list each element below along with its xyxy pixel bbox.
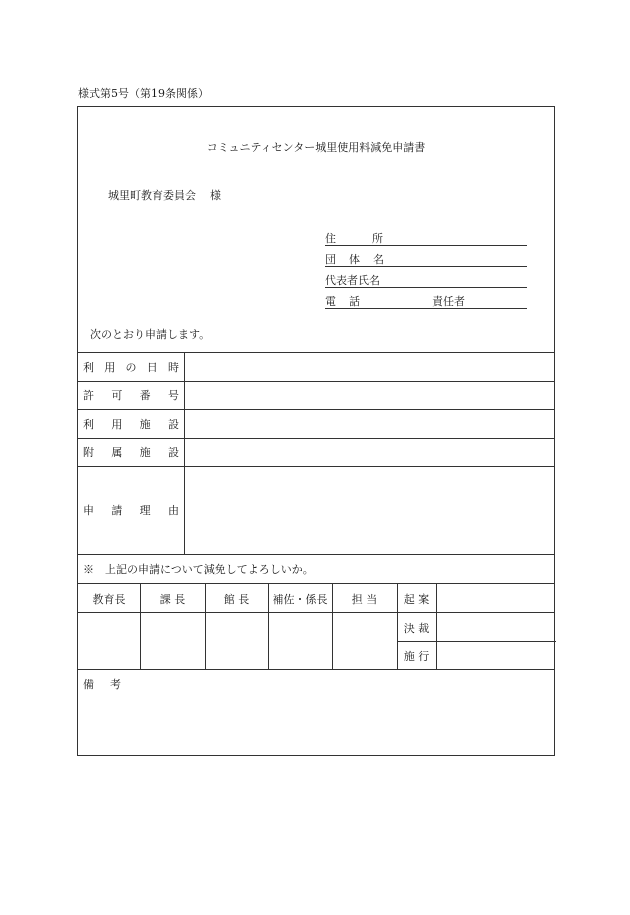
group-name-field[interactable]	[325, 249, 527, 267]
row-label-facility	[83, 409, 179, 438]
char: 用	[111, 417, 123, 431]
char: 申	[83, 504, 94, 517]
char: 番	[139, 389, 151, 402]
process-draft-label: 起 案	[403, 593, 430, 606]
header-staff: 担 当	[351, 593, 378, 606]
process-approval-label: 決 裁	[403, 622, 430, 635]
request-text: 次のとおり申請します。	[90, 328, 211, 341]
header-superintendent: 教育長	[92, 593, 126, 606]
char: 施	[139, 446, 151, 459]
char: の	[125, 360, 137, 374]
responsible-label: 責任者	[432, 295, 465, 308]
approval-col-divider-6	[436, 583, 437, 669]
phone-field[interactable]	[325, 291, 527, 309]
form-number: 様式第5号（第19条関係）	[78, 87, 209, 100]
addressee	[108, 187, 221, 203]
phone-label-2: 話	[349, 295, 360, 308]
char: 時	[168, 360, 179, 374]
group-label-3: 名	[373, 253, 384, 266]
char: 理	[139, 504, 151, 517]
application-form	[77, 106, 555, 756]
header-assistant-chief: 補佐・係長	[272, 593, 328, 606]
char: 附	[83, 446, 94, 459]
header-director: 館 長	[223, 593, 250, 606]
row-label-reason	[83, 466, 179, 554]
char: 可	[111, 389, 123, 402]
approval-question: ※ 上記の申請について減免してよろしいか。	[83, 563, 314, 576]
header-section-chief: 課 長	[159, 593, 186, 606]
remarks-top-line	[78, 669, 554, 670]
addressee-suffix: 様	[210, 189, 221, 202]
row-line-5	[78, 554, 554, 555]
label-column-divider	[184, 352, 185, 554]
representative-field[interactable]	[325, 270, 527, 288]
approval-header-top-line	[78, 583, 554, 584]
char: 許	[83, 389, 94, 402]
char: 由	[167, 504, 179, 517]
char: 号	[167, 389, 179, 402]
process-execution-label: 施 行	[403, 650, 430, 663]
address-label-1: 住	[325, 232, 336, 245]
phone-label-1: 電	[325, 295, 336, 308]
char: 施	[139, 417, 151, 431]
char: 備	[83, 678, 94, 691]
row-label-attached-facility	[83, 438, 179, 466]
remarks-area[interactable]	[83, 695, 549, 750]
char: 利	[83, 417, 94, 431]
char: 考	[110, 678, 121, 691]
char: 設	[167, 446, 179, 459]
addressee-name: 城里町教育委員会	[108, 189, 196, 202]
form-title: コミュニティセンター城里使用料減免申請書	[206, 141, 426, 154]
address-field[interactable]	[325, 228, 527, 246]
row-label-usage-datetime	[83, 352, 179, 381]
char: 属	[111, 446, 123, 459]
char: 日	[146, 360, 158, 374]
char: 設	[167, 417, 179, 431]
approval-header-bottom-line	[78, 612, 554, 613]
address-label-2: 所	[372, 232, 383, 245]
char: 請	[111, 504, 123, 517]
group-label-2: 体	[349, 253, 360, 266]
group-label-1: 団	[325, 253, 336, 266]
char: 利	[83, 360, 94, 374]
char: 用	[104, 360, 116, 374]
row-label-permit-number	[83, 381, 179, 409]
process-line-1	[397, 641, 556, 642]
remarks-label	[83, 676, 121, 692]
representative-label: 代表者氏名	[325, 274, 380, 287]
